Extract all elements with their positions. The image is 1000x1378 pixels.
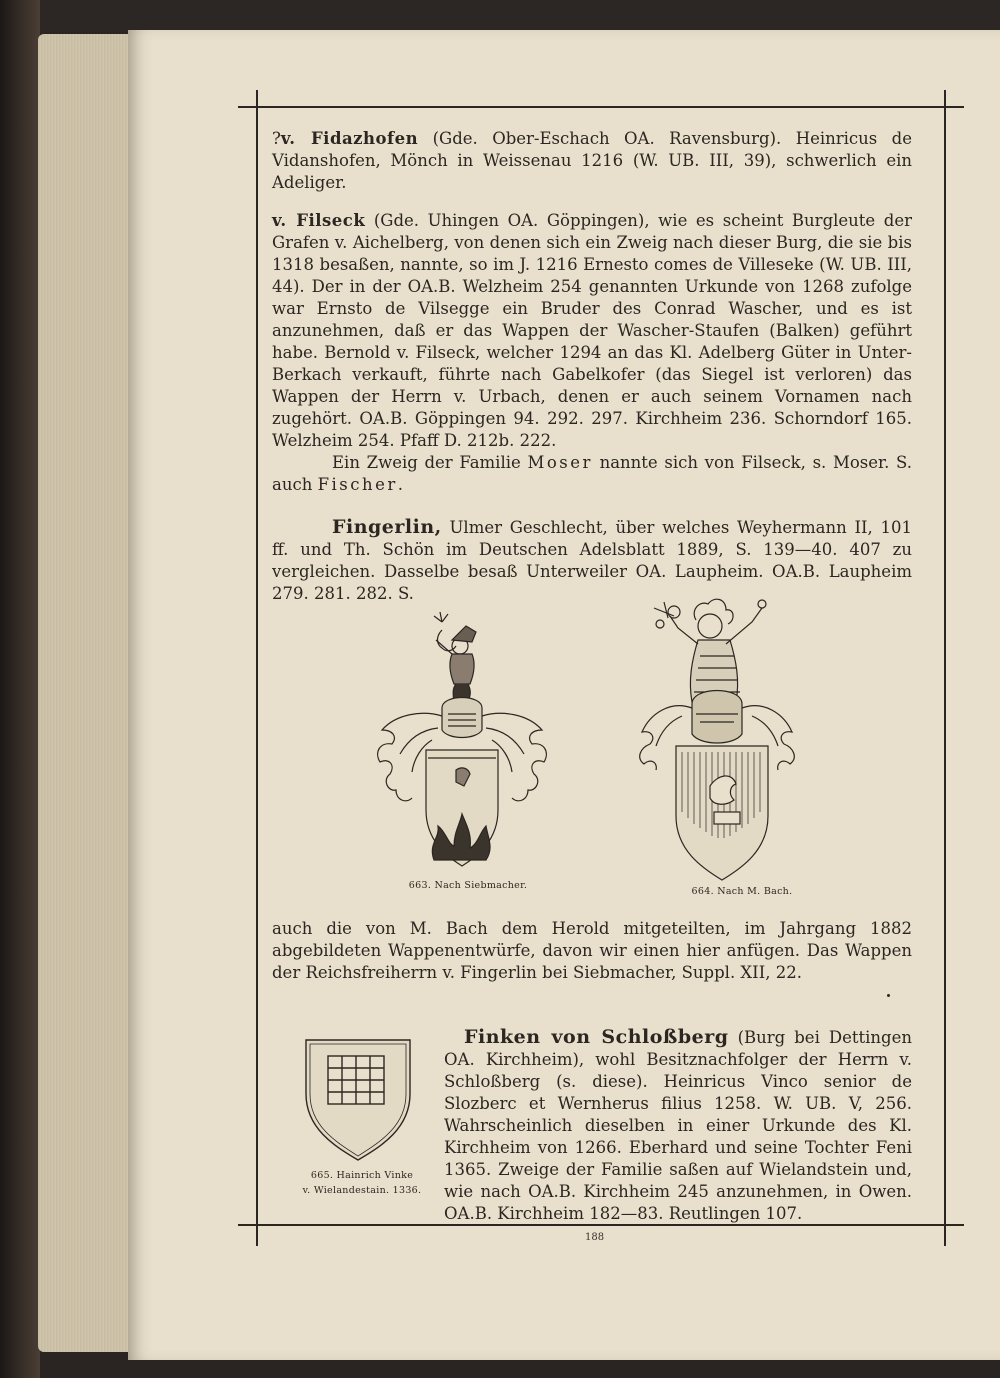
entry-text: (Gde. Ober-Eschach OA. Ravensburg). Heinricus de Vidanshofen, Mönch in Weissenau 1216 (W. UB. III, 39), schwerlich ein Adeliger. (272, 129, 913, 192)
entry-text: auch die von M. Bach dem Herold mitgeteilten, im Jahrgang 1882 abgebildeten Wappenentwürfe, davon wir einen hier anfügen. Das Wappen der Reichsfreiherrn v. Fingerlin bei Siebmacher, Suppl. XII, 22. (272, 919, 912, 982)
entry-finken (444, 1026, 912, 1225)
cross-reference-fischer: Fischer (317, 475, 398, 494)
figure-caption-664: 664. Nach M. Bach. (691, 886, 793, 897)
cross-reference-moser: Moser (527, 453, 593, 472)
page-number: 188 (585, 1232, 605, 1243)
entry-text: Ein Zweig der Familie (332, 453, 528, 472)
page-stack-edges (38, 34, 133, 1352)
figure-caption-663: 663. Nach Siebmacher. (408, 880, 528, 891)
figure-caption-665-line1: 665. Hainrich Vinke (310, 1170, 414, 1181)
entry-text: Ulmer Geschlecht, über welches Weyhermann II, 101 ff. und Th. Schön im Deutschen Adelsblatt 1889, S. 139—40. 407 zu vergleichen. Dasselbe besaß Unterweiler OA. Laupheim. OA.B. Laupheim 279. 281. 282. S. (272, 518, 912, 603)
book-cover-edge (0, 0, 40, 1378)
entry-text: nannte sich von Filseck, s. Moser. S. auch (272, 453, 912, 494)
coat-of-arms-663-illustration (372, 610, 552, 878)
entry-text: (Gde. Uhingen OA. Göppingen), wie es scheint Burgleute der Grafen v. Aichelberg, von denen sich ein Zweig nach dieser Burg, die sie bis 1318 besaßen, nannte, so im J. 1216 Ernesto comes de Villeseke (W. UB. III, 44). Der in der OA.B. Welzheim 254 genannten Urkunde von 1268 zufolge war Ernsto de Vilsegge ein Bruder des Conrad Wascher, und es ist anzunehmen, daß er das Wappen der Wascher-Staufen (Balken) geführt habe. Bernold v. Filseck, welcher 1294 an das Kl. Adelberg Güter in Unter-Berkach verkauft, führte nach Gabelkofer (das Siegel ist verloren) das Wappen der Herrn v. Urbach, denen er auch seinem Vornamen nach zugehört. OA.B. Göppingen 94. 292. 297. Kirchheim 236. Schorndorf 165. Welzheim 254. Pfaff D. 212b. 222. (272, 211, 912, 450)
entry-title: Finken von Schloßberg (464, 1026, 729, 1048)
book-top-shadow (40, 0, 1000, 32)
entry-text: (Burg bei Dettingen OA. Kirchheim), wohl Besitznachfolger der Herrn v. Schloßberg (s. diese). Heinricus Vinco senior de Slozberc et Wernherus filius 1258. W. UB. V, 256. Wahrscheinlich dieselben in einer Urkunde des Kl. Kirchheim von 1266. Eberhard und seine Tochter Feni 1365. Zweige der Familie saßen auf Wielandstein und, wie nach OA.B. Kirchheim 245 anzunehmen, in Owen. OA.B. Kirchheim 182—83. Reutlingen 107. (444, 1028, 912, 1223)
entry-filseck: v. Filseck (Gde. Uhingen OA. Göppingen), wie es scheint Burgleute der Grafen v. Aichelberg, von denen sich ein Zweig nach dieser Burg, die sie bis 1318 besaßen, nannte, so im J. 1216 Ernesto comes de Villeseke (W. UB. III, 44). Der in der OA.B. Welzheim 254 genannten Urkunde von 1268 zufolge war Ernsto de Vilsegge ein Bruder des Conrad Wascher, und es ist anzunehmen, daß er das Wappen der Wascher-Staufen (Balken) geführt habe. Bernold v. Filseck, welcher 1294 an das Kl. Adelberg Güter in Unter-Berkach verkauft, führte nach Gabelkofer (das Siegel ist verloren) das Wappen der Herrn v. Urbach, denen er auch seinem Vornamen nach zugehört. OA.B. Göppingen 94. 292. 297. Kirchheim 236. Schorndorf 165. Welzheim 254. Pfaff D. 212b. 222. Ein Zweig der Familie Moser nannte sich von Filseck, s. Moser. S. auch Fischer. (272, 211, 912, 494)
entry-title: v. Fidazhofen (280, 129, 419, 148)
frame-right-rule (944, 90, 946, 1246)
entry-title: v. Filseck (272, 211, 366, 230)
ink-speck (887, 994, 890, 997)
entry-fingerlin (272, 516, 912, 605)
entry-fingerlin-continued (272, 918, 912, 984)
entry-prefix: ? (272, 129, 281, 148)
frame-top-rule (238, 106, 964, 108)
figure-caption-665-line2: v. Wielandestain. 1336. (302, 1185, 422, 1196)
coat-of-arms-665-illustration (302, 1036, 414, 1164)
coat-of-arms-664-illustration (630, 596, 810, 886)
frame-left-rule (256, 90, 258, 1246)
entry-title: Fingerlin, (332, 516, 442, 538)
entry-fidazhofen (272, 128, 912, 194)
